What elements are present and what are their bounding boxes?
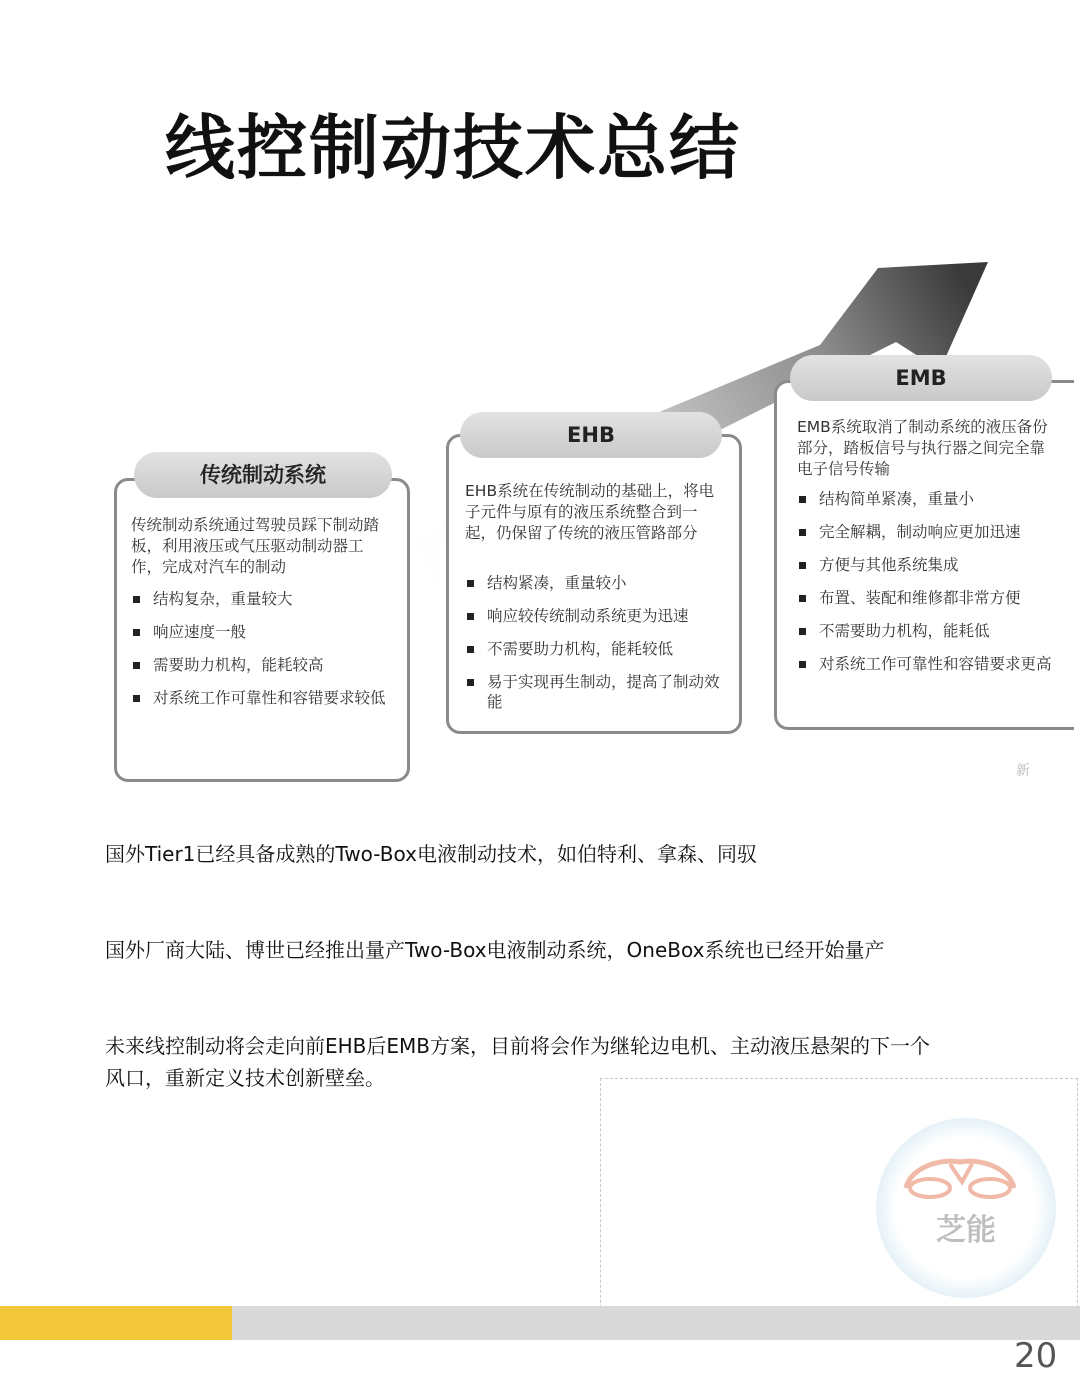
- page-title: 线控制动技术总结: [165, 107, 741, 189]
- brand-logo-text: 芝能: [936, 1213, 996, 1248]
- list-item: 布置、装配和维修都非常方便: [797, 588, 1059, 608]
- card-emb: [774, 380, 1074, 730]
- footer-accent-bar: [0, 1306, 232, 1340]
- list-item: 完全解耦，制动响应更加迅速: [797, 522, 1059, 542]
- card-ehb-heading: EHB: [460, 412, 722, 458]
- card-ehb: [446, 434, 742, 734]
- list-item: 结构复杂，重量较大: [131, 589, 399, 609]
- list-item: 对系统工作可靠性和容错要求较低: [131, 688, 399, 708]
- list-item: 响应速度一般: [131, 622, 399, 642]
- card-emb-list: [797, 489, 1059, 687]
- paragraph-3: 未来线控制动将会走向前EHB后EMB方案，目前将会作为继轮边电机、主动液压悬架的下一个风口，重新定义技术创新壁垒。: [105, 1034, 931, 1090]
- list-item: 需要助力机构，能耗较高: [131, 655, 399, 675]
- card-emb-desc: EMB系统取消了制动系统的液压备份部分，踏板信号与执行器之间完全靠电子信号传输: [797, 418, 1048, 478]
- list-item: 响应较传统制动系统更为迅速: [465, 606, 731, 626]
- list-item: 不需要助力机构，能耗较低: [465, 639, 731, 659]
- list-item: 结构紧凑，重量较小: [465, 573, 731, 593]
- card-emb-heading: EMB: [790, 355, 1052, 401]
- card-traditional: [114, 478, 410, 782]
- watermark-small: 新: [1016, 763, 1030, 779]
- list-item: 结构简单紧凑，重量小: [797, 489, 1059, 509]
- paragraph-1: 国外Tier1已经具备成熟的Two-Box电液制动技术，如伯特利、拿森、同驭: [105, 842, 757, 866]
- list-item: 不需要助力机构，能耗低: [797, 621, 1059, 641]
- car-logo-icon: [900, 1150, 1020, 1200]
- card-traditional-desc: 传统制动系统通过驾驶员踩下制动踏板，利用液压或气压驱动制动器工作，完成对汽车的制动: [131, 516, 380, 576]
- card-ehb-desc: EHB系统在传统制动的基础上，将电子元件与原有的液压系统整合到一起，仍保留了传统的液压管路部分: [465, 482, 715, 542]
- page-number: 20: [1014, 1336, 1058, 1376]
- card-traditional-list: [131, 589, 399, 721]
- footer-bar: [232, 1306, 1080, 1340]
- card-ehb-list: [465, 573, 731, 725]
- card-traditional-heading: 传统制动系统: [134, 452, 392, 498]
- list-item: 方便与其他系统集成: [797, 555, 1059, 575]
- list-item: 易于实现再生制动，提高了制动效能: [465, 672, 731, 712]
- list-item: 对系统工作可靠性和容错要求更高: [797, 654, 1059, 674]
- paragraph-2: 国外厂商大陆、博世已经推出量产Two-Box电液制动系统，OneBox系统也已经开始量产: [105, 938, 885, 962]
